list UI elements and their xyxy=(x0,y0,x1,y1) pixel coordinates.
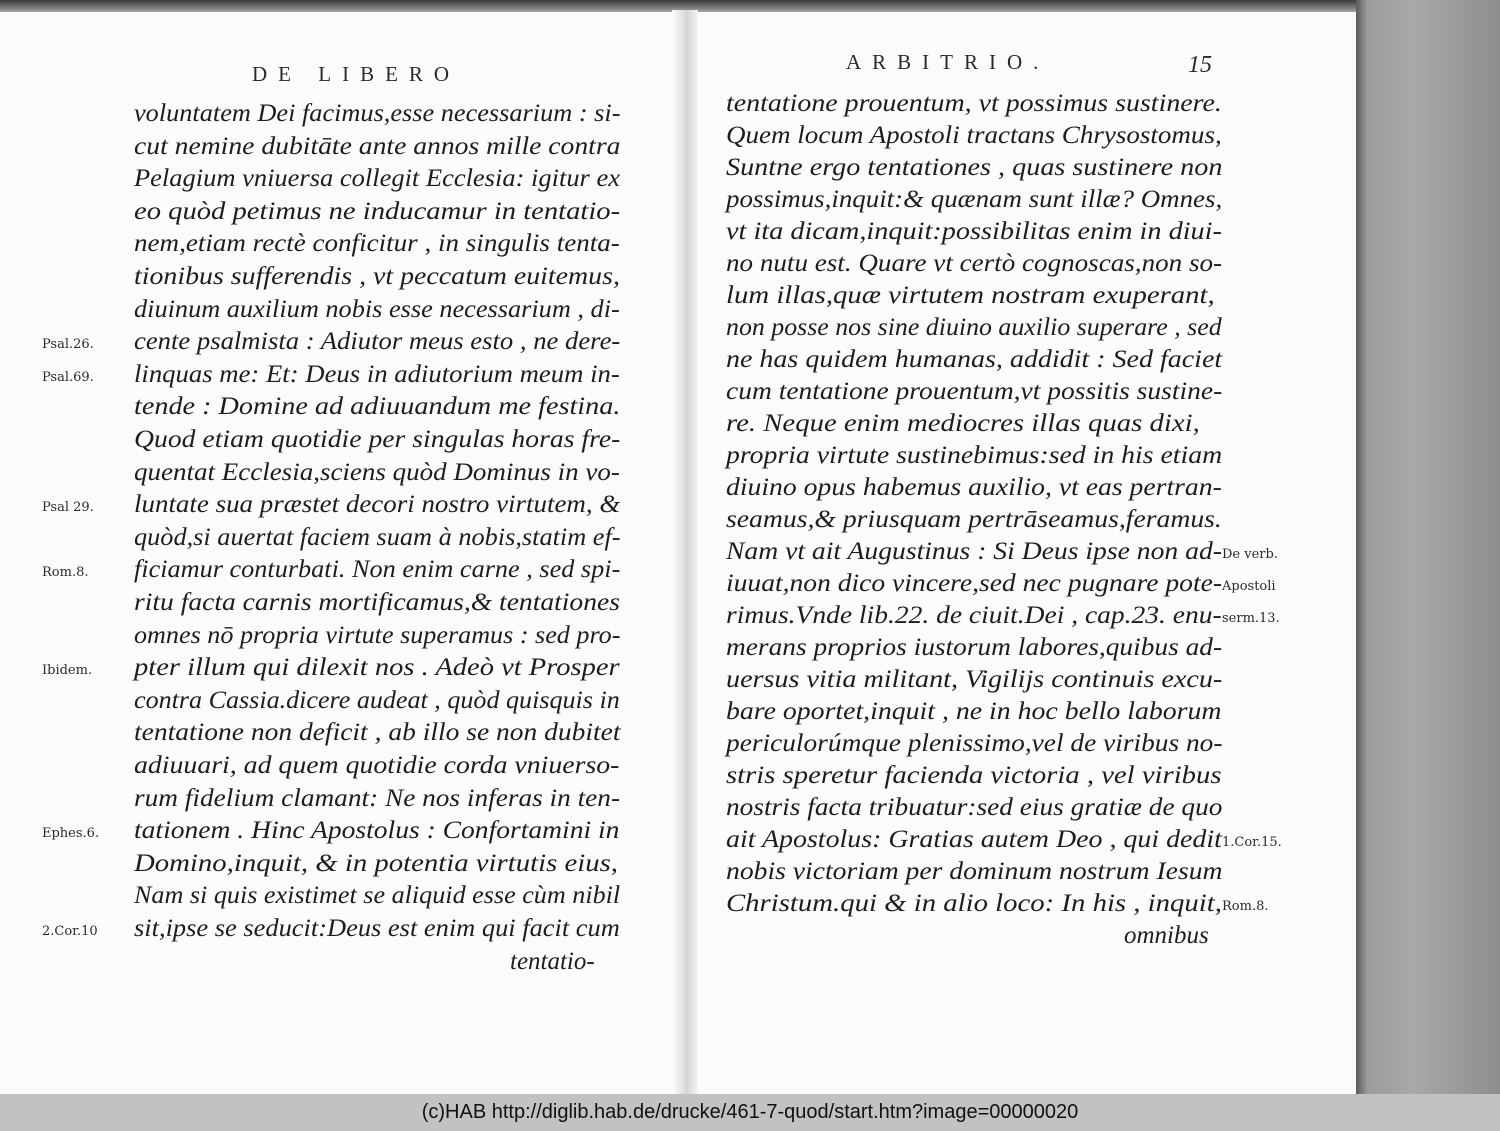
text-line: linquas me: Et: Deus in adiutorium meum in- xyxy=(134,360,620,388)
book-gutter xyxy=(672,10,698,1094)
left-catchword: tentatio- xyxy=(510,947,595,975)
marginal-note: Psal.69. xyxy=(42,369,94,385)
text-line: ritu facta carnis mortificamus,& tentationes xyxy=(134,589,620,616)
copyright-footer: (c)HAB http://diglib.hab.de/drucke/461-7-quod/start.htm?image=00000020 xyxy=(0,1094,1500,1131)
text-line: iuuat,non dico vincere,sed nec pugnare pote- xyxy=(726,570,1223,597)
text-line: non posse nos sine diuino auxilio superare , sed xyxy=(726,314,1222,341)
left-page xyxy=(0,12,686,1094)
marginal-note: De verb. xyxy=(1222,547,1278,562)
text-line: ne has quidem humanas, addidit : Sed faciet xyxy=(726,346,1223,373)
text-line: eo quòd petimus ne inducamur in tentatio- xyxy=(134,197,621,225)
text-line: pter illum qui dilexit nos . Adeò vt Prosper xyxy=(134,654,620,682)
text-line: no nutu est. Quare vt certò cognoscas,non so- xyxy=(726,250,1223,277)
marginal-note: Psal 29. xyxy=(42,500,94,516)
text-line: merans proprios iustorum labores,quibus ad- xyxy=(726,634,1223,661)
text-line: tende : Domine ad adiuuandum me festina. xyxy=(134,393,621,421)
text-line: Nam si quis existimet se aliquid esse cùm nibil xyxy=(134,882,621,910)
marginal-note: Ephes.6. xyxy=(42,826,100,842)
text-line: stris speretur facienda victoria , vel viribus xyxy=(726,762,1222,789)
text-line: rimus.Vnde lib.22. de ciuit.Dei , cap.23. enu- xyxy=(726,602,1222,629)
text-line: Quod etiam quotidie per singulas horas fre- xyxy=(134,426,621,453)
text-line: bare oportet,inquit , ne in hoc bello laborum xyxy=(726,698,1222,725)
text-line: luntate sua præstet decori nostro virtutem, & xyxy=(134,491,621,519)
text-line: adiuuari, ad quem quotidie corda vniuerso- xyxy=(134,752,620,779)
text-line: Nam vt ait Augustinus : Si Deus ipse non ad- xyxy=(726,538,1222,565)
marginal-note: Rom.8. xyxy=(42,565,89,581)
text-line: Domino,inquit, & in potentia virtutis eius, xyxy=(134,849,618,877)
text-line: diuino opus habemus auxilio, vt eas pertran- xyxy=(726,474,1222,501)
text-line: possimus,inquit:& quænam sunt illæ? Omnes, xyxy=(726,186,1223,213)
text-line: Suntne ergo tentationes , quas sustinere non xyxy=(726,154,1223,181)
marginal-note: Apostoli xyxy=(1222,579,1276,594)
text-line: propria virtute sustinebimus:sed in his etiam xyxy=(726,442,1223,469)
text-line: periculorúmque plenissimo,vel de viribus no- xyxy=(726,730,1223,757)
text-line: cum tentatione prouentum,vt possitis sustine- xyxy=(726,378,1223,405)
text-line: contra Cassia.dicere audeat , quòd quisquis in xyxy=(134,686,620,714)
marginal-note: Psal.26. xyxy=(42,337,94,353)
text-line: nostris facta tribuatur:sed eius gratiæ de quo xyxy=(726,794,1223,821)
text-line: ficiamur conturbati. Non enim carne , sed spi- xyxy=(134,556,621,584)
scan-background-edge xyxy=(1356,0,1500,1094)
text-line: Christum.qui & in alio loco: In his , inquit, xyxy=(726,890,1222,917)
text-line: uersus vitia militant, Vigilijs continuis excu- xyxy=(726,666,1223,693)
text-line: re. Neque enim mediocres illas quas dixi, xyxy=(726,410,1200,437)
right-running-head: ARBITRIO. xyxy=(846,50,1050,74)
text-line: omnes nō propria virtute superamus : sed pro- xyxy=(134,621,621,649)
marginal-note: 1.Cor.15. xyxy=(1222,835,1282,850)
text-line: rum fidelium clamant: Ne nos inferas in ten- xyxy=(134,784,621,812)
text-line: diuinum auxilium nobis esse necessarium , di- xyxy=(134,295,620,323)
text-line: tentatione prouentum, vt possimus sustinere. xyxy=(726,90,1222,117)
text-line: Pelagium vniuersa collegit Ecclesia: igitur ex xyxy=(134,165,620,193)
left-running-head: DE LIBERO xyxy=(252,62,461,86)
text-line: seamus,& priusquam pertrāseamus,feramus. xyxy=(726,506,1222,533)
marginal-note: 2.Cor.10 xyxy=(42,924,98,939)
text-line: cente psalmista : Adiutor meus esto , ne dere- xyxy=(134,328,621,356)
text-line: tentatione non deficit , ab illo se non dubitet xyxy=(134,719,621,747)
text-line: tionibus sufferendis , vt peccatum euitemus, xyxy=(134,263,620,290)
right-page xyxy=(686,12,1356,1094)
page-number: 15 xyxy=(1188,52,1212,78)
right-catchword: omnibus xyxy=(1124,922,1209,949)
text-line: sit,ipse se seducit:Deus est enim qui facit cum xyxy=(134,915,620,942)
text-line: quòd,si auertat faciem suam à nobis,statim ef- xyxy=(134,523,621,551)
marginal-note: Rom.8. xyxy=(1222,899,1269,914)
text-line: ait Apostolus: Gratias autem Deo , qui dedit xyxy=(726,826,1222,853)
text-line: nobis victoriam per dominum nostrum Iesum xyxy=(726,858,1223,885)
marginal-note: serm.13. xyxy=(1222,611,1280,626)
text-line: cut nemine dubitāte ante annos mille contra xyxy=(134,132,621,160)
text-line: lum illas,quæ virtutem nostram exuperant, xyxy=(726,282,1215,309)
text-line: tationem . Hinc Apostolus : Confortamini in xyxy=(134,817,620,845)
text-line: vt ita dicam,inquit:possibilitas enim in diui- xyxy=(726,218,1222,245)
text-line: quentat Ecclesia,sciens quòd Dominus in vo- xyxy=(134,458,620,486)
marginal-note: Ibidem. xyxy=(42,663,93,679)
text-line: voluntatem Dei facimus,esse necessarium : si- xyxy=(134,100,621,127)
text-line: nem,etiam rectè conficitur , in singulis tenta- xyxy=(134,230,620,258)
text-line: Quem locum Apostoli tractans Chrysostomus, xyxy=(726,122,1222,149)
